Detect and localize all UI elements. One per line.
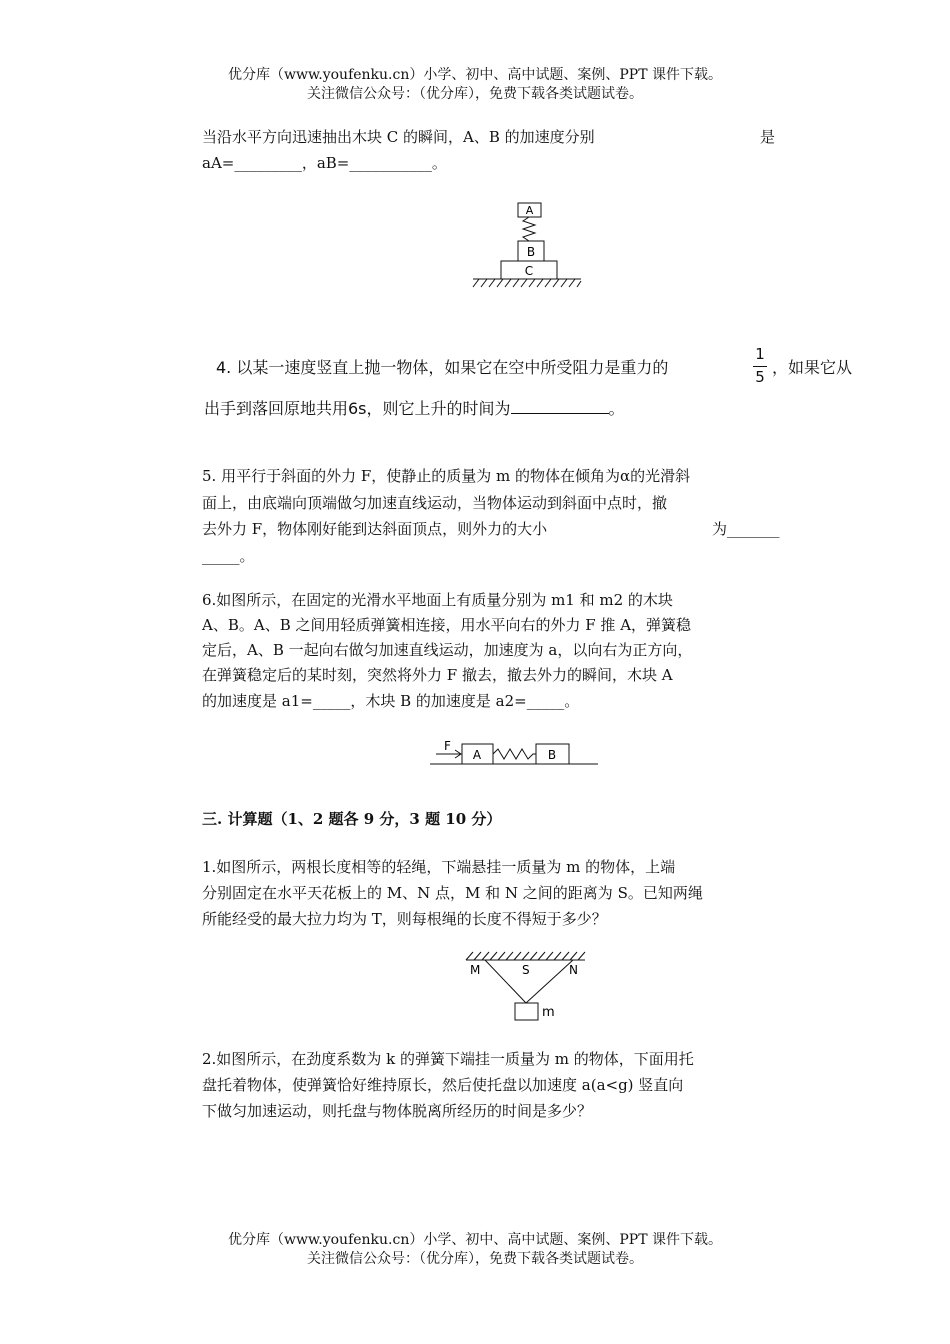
q3-line-1 (202, 126, 595, 148)
q3-line-1-text: 当沿水平方向迅速抽出木块 C 的瞬间，A、B 的加速度分别 (202, 128, 595, 146)
q5-line-2: 面上，由底端向顶端做匀加速直线运动，当物体运动到斜面中点时，撤 (202, 494, 668, 512)
q4-line-2-end: 。 (608, 399, 625, 418)
block-b-label-q6: B (547, 748, 557, 762)
q4-answer-blank (511, 398, 609, 414)
q3-line-1-tail: 是 (760, 128, 776, 146)
c2-line-1: 2.如图所示，在劲度系数为 k 的弹簧下端挂一质量为 m 的物体，下面用托 (202, 1050, 694, 1068)
q5-line-1: 5. 用平行于斜面的外力 F，使静止的质量为 m 的物体在倾角为α的光滑斜 (202, 467, 691, 485)
point-m-label: M (470, 963, 481, 977)
q4-line-1-a: 4. 以某一速度竖直上抛一物体，如果它在空中所受阻力是重力的 (216, 358, 669, 377)
q6-figure-spring-blocks (428, 735, 600, 771)
q6-line-3: 定后，A、B 一起向右做匀加速直线运动，加速度为 a，以向右为正方向， (202, 641, 693, 659)
point-n-label: N (569, 963, 578, 977)
section-3-title: 三. 计算题（1、2 题各 9 分，3 题 10 分） (202, 810, 502, 828)
c1-line-3: 所能经受的最大拉力均为 T，则每根绳的长度不得短于多少？ (202, 910, 607, 928)
q4-line-2 (204, 398, 625, 420)
c1-line-1: 1.如图所示，两根长度相等的轻绳，下端悬挂一质量为 m 的物体，上端 (202, 858, 676, 876)
block-a-label-q6: A (472, 748, 482, 762)
q5-line-4: _____。 (202, 547, 255, 565)
force-f-label: F (444, 739, 451, 753)
footer-line-2: 关注微信公众号：（优分库），免费下载各类试题试卷。 (307, 1251, 643, 1267)
c1-line-2: 分别固定在水平天花板上的 M、N 点，M 和 N 之间的距离为 S。已知两绳 (202, 884, 703, 902)
q4-line-2-text: 出手到落回原地共用6s，则它上升的时间为 (204, 399, 511, 418)
distance-s-label: S (522, 963, 530, 977)
mass-m-label: m (542, 1005, 555, 1020)
c2-line-3: 下做匀加速运动，则托盘与物体脱离所经历的时间是多少？ (202, 1102, 593, 1120)
q6-line-1: 6.如图所示，在固定的光滑水平地面上有质量分别为 m1 和 m2 的木块 (202, 591, 673, 609)
q3-figure-blocks (465, 200, 585, 292)
block-b-label: B (526, 245, 536, 259)
q4-line-1-b: ，如果它从 (772, 358, 853, 377)
q6-line-5: 的加速度是 a1=_____，木块 B 的加速度是 a2=_____。 (202, 692, 580, 710)
block-a-label: A (525, 204, 534, 217)
header-line-1: 优分库（www.youfenku.cn）小学、初中、高中试题、案例、PPT 课件下载。 (227, 67, 722, 83)
q5-line-3-a: 去外力 F，物体刚好能到达斜面顶点，则外力的大小 (202, 520, 548, 538)
header-line-2: 关注微信公众号：（优分库），免费下载各类试题试卷。 (307, 86, 643, 102)
q4-fraction-bar (753, 366, 767, 367)
q6-line-4: 在弹簧稳定后的某时刻，突然将外力 F 撤去，撤去外力的瞬间，木块 A (202, 666, 673, 684)
block-c-label: C (524, 264, 534, 278)
c2-line-2: 盘托着物体，使弹簧恰好维持原长，然后使托盘以加速度 a(a<g) 竖直向 (202, 1076, 684, 1094)
c1-figure-ropes (463, 948, 593, 1026)
q4-fraction-numerator: 1 (755, 345, 765, 363)
q5-line-3-b: 为_______ (712, 520, 780, 538)
q4-fraction-denominator: 5 (755, 368, 765, 386)
footer-line-1: 优分库（www.youfenku.cn）小学、初中、高中试题、案例、PPT 课件下载。 (227, 1232, 722, 1248)
q6-line-2: A、B。A、B 之间用轻质弹簧相连接，用水平向右的外力 F 推 A，弹簧稳 (202, 616, 692, 634)
q3-line-2: aA=_________，aB=___________。 (202, 154, 447, 172)
